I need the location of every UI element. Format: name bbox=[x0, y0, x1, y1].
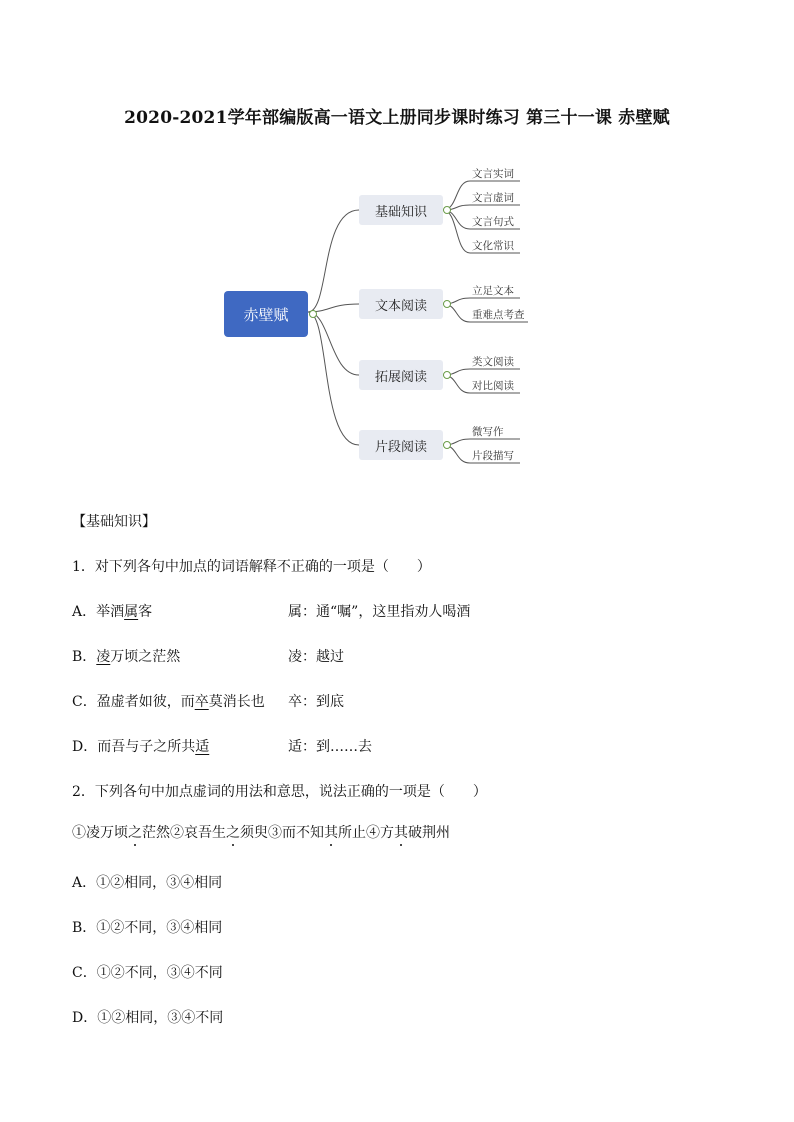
sentence-text: 所止 bbox=[338, 825, 366, 841]
mind-map-leaf: 文言实词 bbox=[472, 168, 514, 180]
question-1-option-a bbox=[72, 601, 152, 621]
mind-map-root: 赤壁赋 bbox=[224, 291, 308, 337]
mind-map-leaf: 立足文本 bbox=[472, 285, 514, 297]
mind-map-branch: 拓展阅读 bbox=[359, 360, 443, 390]
mind-map-leaf: 文言句式 bbox=[472, 216, 514, 228]
question-1-option-c bbox=[72, 691, 265, 711]
sentence-text: ②哀吾生 bbox=[170, 825, 226, 841]
dotted-word: 之 bbox=[128, 825, 142, 841]
option-text: C．盈虚者如彼，而 bbox=[72, 694, 195, 710]
underlined-word: 适 bbox=[195, 739, 210, 755]
question-2-option-a: A．①②相同，③④相同 bbox=[72, 875, 223, 891]
sentence-text: ③而不知 bbox=[268, 825, 324, 841]
sentence-text: ①凌万顷 bbox=[72, 825, 128, 841]
mind-map-leaf: 微写作 bbox=[472, 426, 504, 438]
sentence-text: 须臾 bbox=[240, 825, 268, 841]
question-1-option-b-note: 凌：越过 bbox=[288, 649, 344, 665]
option-text: 客 bbox=[138, 604, 153, 620]
mind-map bbox=[0, 0, 794, 500]
section-heading: 【基础知识】 bbox=[72, 514, 156, 530]
option-text: 莫消长也 bbox=[208, 694, 265, 710]
question-1-stem: 1．对下列各句中加点的词语解释不正确的一项是（ ） bbox=[72, 559, 431, 575]
mind-map-leaf: 重难点考查 bbox=[472, 309, 525, 321]
mind-map-branch: 基础知识 bbox=[359, 195, 443, 225]
mind-map-leaf: 文化常识 bbox=[472, 240, 514, 252]
question-2-option-d: D．①②相同，③④不同 bbox=[72, 1010, 224, 1026]
dotted-word: 其 bbox=[324, 825, 338, 841]
mind-map-branch: 片段阅读 bbox=[359, 430, 443, 460]
question-2-sentence bbox=[72, 822, 450, 842]
option-text: A．举酒 bbox=[72, 604, 125, 620]
question-1-option-a-note: 属：通“嘱”，这里指劝人喝酒 bbox=[288, 604, 471, 620]
question-1-option-c-note: 卒：到底 bbox=[288, 694, 344, 710]
question-1-option-d-note: 适：到……去 bbox=[288, 739, 372, 755]
dotted-word: 之 bbox=[226, 825, 240, 841]
mind-map-leaf: 对比阅读 bbox=[472, 380, 514, 392]
option-text: 万顷之茫然 bbox=[110, 649, 181, 665]
sentence-text: ④方 bbox=[366, 825, 394, 841]
sentence-text: 茫然 bbox=[142, 825, 170, 841]
question-1-option-b bbox=[72, 646, 180, 666]
question-2-option-b: B．①②不同，③④相同 bbox=[72, 920, 223, 936]
option-text: B． bbox=[72, 649, 97, 665]
underlined-word: 卒 bbox=[194, 694, 209, 710]
mind-map-branch: 文本阅读 bbox=[359, 289, 443, 319]
question-1-option-d bbox=[72, 736, 209, 756]
mind-map-connectors bbox=[0, 0, 794, 500]
mind-map-leaf: 文言虚词 bbox=[472, 192, 514, 204]
mind-map-leaf: 类文阅读 bbox=[472, 356, 514, 368]
mind-map-leaf: 片段描写 bbox=[472, 450, 514, 462]
underlined-word: 凌 bbox=[96, 649, 111, 665]
page-title: 2020-2021学年部编版高一语文上册同步课时练习 第三十一课 赤壁赋 bbox=[124, 108, 670, 128]
option-text: D．而吾与子之所共 bbox=[72, 739, 196, 755]
sentence-text: 破荆州 bbox=[408, 825, 450, 841]
underlined-word: 属 bbox=[124, 604, 139, 620]
question-2-option-c: C．①②不同，③④不同 bbox=[72, 965, 223, 981]
question-2-stem: 2．下列各句中加点虚词的用法和意思，说法正确的一项是（ ） bbox=[72, 784, 487, 800]
dotted-word: 其 bbox=[394, 825, 408, 841]
